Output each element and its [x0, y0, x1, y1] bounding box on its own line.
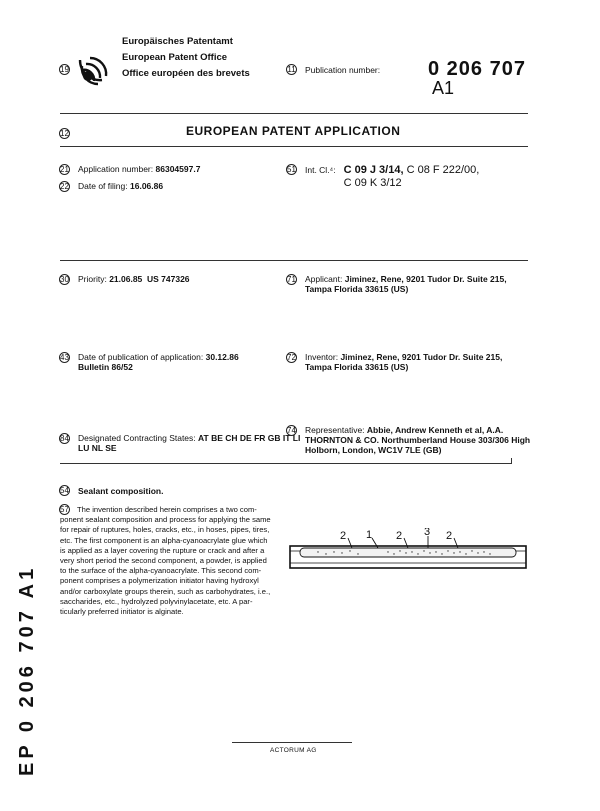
representative-field — [286, 425, 530, 455]
priority-value: 21.06.85 US 747326 — [109, 274, 190, 284]
figure-label: 2 — [396, 530, 403, 542]
figure-label: 1 — [366, 529, 373, 541]
inid-code-51: 51 — [287, 165, 296, 174]
figure-label: 2 — [446, 530, 453, 542]
designated-states-line2: LU NL SE — [78, 443, 117, 453]
filing-date: 16.06.86 — [130, 181, 164, 191]
representative-line3: Holborn, London, WC1V 7LE (GB) — [305, 445, 442, 455]
printer-name: ACTORUM AG — [270, 747, 317, 754]
epo-logo-icon — [76, 46, 112, 96]
abstract-line: ponent sealant composition and process for applying the same — [60, 515, 271, 525]
abstract-line: etc. The first component is an alpha-cyanoacrylate glue which — [60, 535, 268, 545]
office-name-en: European Patent Office — [122, 52, 228, 63]
applicant-label: Applicant: — [305, 274, 343, 284]
classification-label: Int. Cl.⁴: — [305, 165, 336, 175]
designated-states-line1: AT BE CH DE FR GB IT LI — [198, 433, 301, 443]
abstract-line: ticularly preferred initiator is alginate. — [60, 607, 184, 617]
hose-repair-figure — [288, 528, 528, 578]
footer-rule — [232, 742, 352, 743]
abstract-text — [60, 505, 322, 617]
ipc-class-secondary: C 08 F 222/00, — [403, 164, 480, 176]
header-rule — [60, 113, 528, 114]
application-number-field — [59, 164, 200, 175]
title-rule — [60, 146, 528, 147]
inventor-label: Inventor: — [305, 352, 339, 362]
priority-field — [59, 274, 190, 285]
ipc-classes — [344, 164, 480, 190]
abstract-line: is applied as a layer covering the rupture or crack and after a — [60, 545, 265, 555]
inid-code-74: 74 — [287, 426, 296, 435]
representative-line1: Abbie, Andrew Kenneth et al, A.A. — [366, 425, 504, 435]
applicant-line1: Jiminez, Rene, 9201 Tudor Dr. Suite 215, — [344, 274, 507, 284]
inid-code-84: 84 — [60, 434, 69, 443]
inid-code-71: 71 — [287, 275, 296, 284]
figure-label: 3 — [424, 528, 431, 538]
inventor-line2: Tampa Florida 33615 (US) — [305, 362, 409, 372]
abstract-line: saccharides, etc., hydrolyzed polyvinylacetate, etc. A par- — [60, 596, 253, 606]
filing-date-field — [59, 181, 163, 192]
inid-code-30: 30 — [60, 275, 69, 284]
ipc-class-line2: C 09 K 3/12 — [343, 177, 402, 189]
inventor-field — [286, 352, 502, 372]
inventor-line1: Jiminez, Rene, 9201 Tudor Dr. Suite 215, — [340, 352, 503, 362]
designated-states-label: Designated Contracting States: — [78, 433, 196, 443]
invention-title: Sealant composition. — [78, 486, 164, 496]
office-names — [122, 34, 250, 82]
office-name-fr: Office européen des brevets — [122, 68, 250, 79]
inid-code-11: 11 — [287, 65, 296, 74]
inid-code-57: 57 — [60, 505, 69, 514]
publication-date: 30.12.86 — [205, 352, 239, 362]
ipc-class-primary: C 09 J 3/14, — [343, 164, 404, 176]
publication-number: 0 206 707 — [428, 58, 526, 80]
application-number-label: Application number: — [78, 164, 154, 174]
inid-code-43: 43 — [60, 353, 69, 362]
kind-code: A1 — [432, 78, 455, 98]
bulletin-number: Bulletin 86/52 — [78, 362, 133, 372]
abstract-line: to the surface of the alpha-cyanoacrylate. This second com- — [60, 566, 262, 576]
figure-label: 2 — [340, 530, 347, 542]
representative-line2: THORNTON & CO. Northumberland House 303/306 High — [305, 435, 531, 445]
inid-code-19: 19 — [60, 65, 69, 74]
inid-code-72: 72 — [287, 353, 296, 362]
filing-date-label: Date of filing: — [78, 181, 128, 191]
rule-tick — [511, 458, 512, 464]
classification-field — [286, 164, 479, 190]
inid-code-54: 54 — [60, 486, 69, 495]
applicant-field — [286, 274, 507, 294]
representative-label: Representative: — [305, 425, 365, 435]
inid-code-21: 21 — [60, 165, 69, 174]
priority-label: Priority: — [78, 274, 107, 284]
publication-number-label: Publication number: — [305, 65, 381, 75]
applicant-line2: Tampa Florida 33615 (US) — [305, 284, 409, 294]
abstract-line: very short period the second component, a powder, is applied — [60, 556, 267, 566]
invention-title-field — [59, 485, 164, 496]
inid-code-22: 22 — [60, 182, 69, 191]
designated-states-field — [59, 433, 300, 453]
abstract-line: ponent comprises a polymerization initiator having hydroxyl — [60, 576, 259, 586]
abstract-line: and/or carboxylate groups therein, such as carbohydrates, i.e., — [60, 586, 271, 596]
biblio-bottom-rule — [60, 463, 512, 464]
side-publication-code: EP 0 206 707 A1 — [16, 564, 38, 776]
publication-date-label: Date of publication of application: — [78, 352, 204, 362]
biblio-top-rule — [60, 260, 528, 261]
application-number: 86304597.7 — [155, 164, 201, 174]
publication-date-field — [59, 352, 239, 372]
document-type-title: EUROPEAN PATENT APPLICATION — [186, 124, 401, 138]
office-name-de: Europäisches Patentamt — [122, 36, 233, 47]
inid-code-12: 12 — [60, 129, 69, 138]
abstract-line: The invention described herein comprises a two com- — [77, 505, 257, 514]
abstract-line: for repair of ruptures, holes, cracks, etc., in hoses, pipes, tires, — [60, 525, 270, 535]
